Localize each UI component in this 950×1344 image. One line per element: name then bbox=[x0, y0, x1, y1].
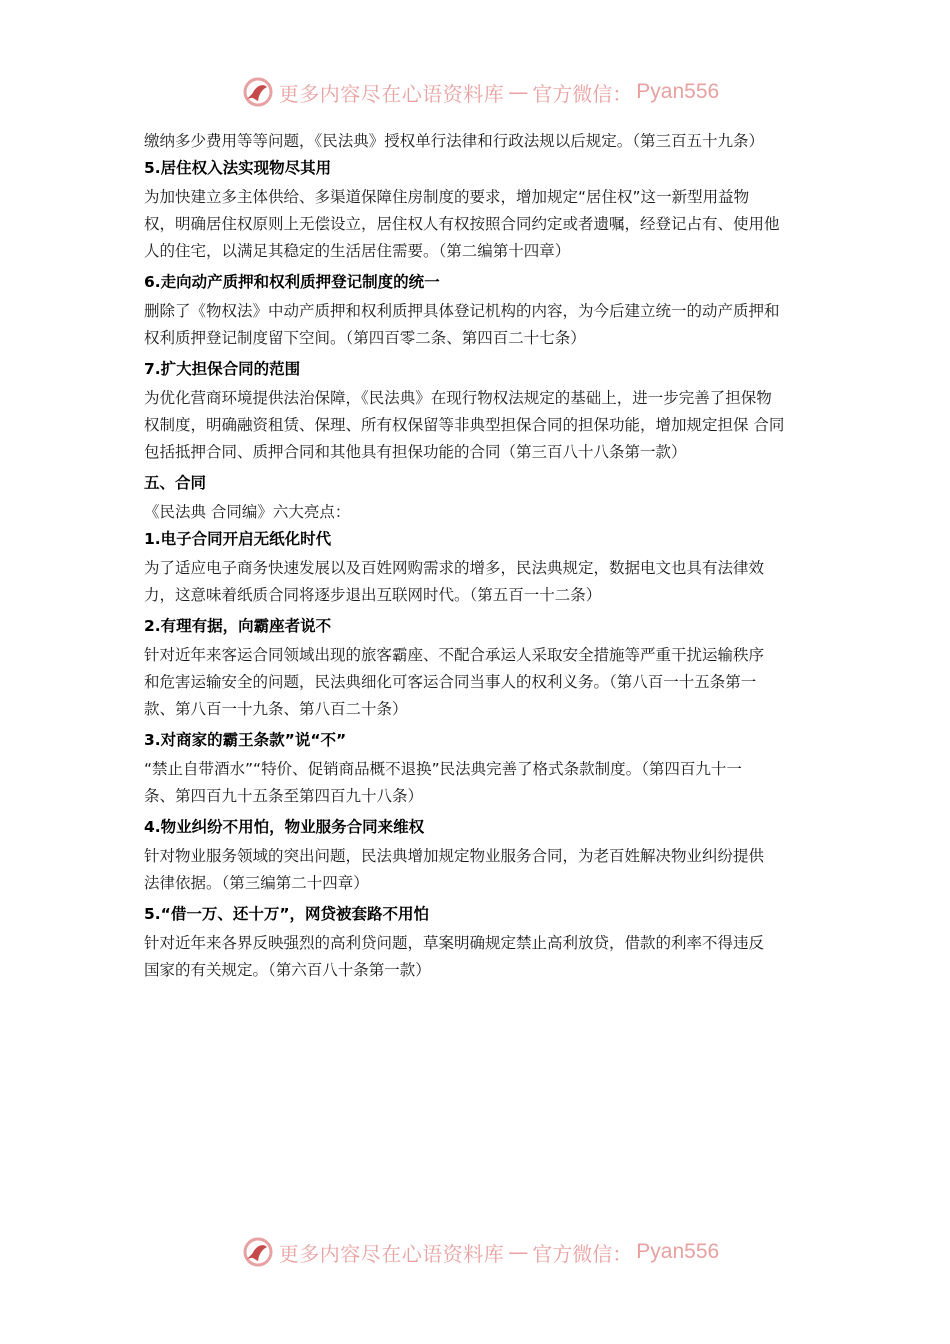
footer-banner bbox=[0, 1230, 950, 1274]
paragraph-line: 删除了《物权法》中动产质押和权利质押具体登记机构的内容，为今后建立统一的动产质押和 bbox=[144, 302, 780, 320]
section-heading: 5.居住权入法实现物尽其用 bbox=[144, 159, 332, 177]
section-heading: 1.电子合同开启无纸化时代 bbox=[144, 530, 332, 548]
paragraph-line: 针对近年来各界反映强烈的高利贷问题，草案明确规定禁止高利放贷，借款的利率不得违反 bbox=[144, 934, 765, 952]
header-banner bbox=[0, 70, 950, 114]
chapter-heading: 五、合同 bbox=[144, 474, 207, 492]
banner-wechat-label: 官方微信： bbox=[532, 81, 633, 106]
paragraph-line: 国家的有关规定。（第六百八十条第一款） bbox=[144, 961, 431, 979]
paragraph-line: 为优化营商环境提供法治保障，《民法典》在现行物权法规定的基础上，进一步完善了担保物 bbox=[144, 389, 772, 407]
paragraph-line: 权利质押登记制度留下空间。（第四百零二条、第四百二十七条） bbox=[144, 329, 586, 347]
paragraph-line: 人的住宅，以满足其稳定的生活居住需要。（第二编第十四章） bbox=[144, 242, 571, 260]
section-heading: 6.走向动产质押和权利质押登记制度的统一 bbox=[144, 273, 440, 291]
paragraph-line: 款、第八百一十九条、第八百二十条） bbox=[144, 700, 408, 718]
paragraph-line: 力，这意味着纸质合同将逐步退出互联网时代。（第五百一十二条） bbox=[144, 586, 602, 604]
document-body bbox=[144, 128, 824, 984]
paragraph-line: 《民法典 合同编》六大亮点： bbox=[144, 503, 351, 521]
paragraph-line: 和危害运输安全的问题，民法典细化可客运合同当事人的权利义务。（第八百一十五条第一 bbox=[144, 673, 757, 691]
paragraph-line: 条、第四百九十五条至第四百九十八条） bbox=[144, 787, 424, 805]
paragraph-line: 为了适应电子商务快速发展以及百姓网购需求的增多，民法典规定，数据电文也具有法律效 bbox=[144, 559, 765, 577]
banner-wechat-id: Pyan556 bbox=[636, 1240, 720, 1263]
ribbon-logo-icon bbox=[241, 1235, 275, 1269]
paragraph-line: 针对物业服务领域的突出问题，民法典增加规定物业服务合同，为老百姓解决物业纠纷提供 bbox=[144, 847, 765, 865]
banner-title: 更多内容尽在心语资料库 bbox=[278, 81, 505, 106]
paragraph-line: 法律依据。（第三编第二十四章） bbox=[144, 874, 369, 892]
header-banner-content bbox=[241, 75, 719, 109]
section-heading: 4.物业纠纷不用怕，物业服务合同来维权 bbox=[144, 818, 425, 836]
section-heading: 3.对商家的霸王条款”说“不” bbox=[144, 731, 347, 749]
paragraph-line: 为加快建立多主体供给、多渠道保障住房制度的要求，增加规定“居住权”这一新型用益物 bbox=[144, 188, 750, 206]
paragraph-line: 包括抵押合同、质押合同和其他具有担保功能的合同（第三百八十八条第一款） bbox=[144, 443, 687, 461]
banner-separator: — bbox=[508, 80, 529, 104]
section-heading: 5.“借一万、还十万”，网贷被套路不用怕 bbox=[144, 905, 430, 923]
ribbon-logo-icon bbox=[241, 75, 275, 109]
paragraph-line: 权，明确居住权原则上无偿设立，居住权人有权按照合同约定或者遗嘱，经登记占有、使用他 bbox=[144, 215, 780, 233]
paragraph-line: 针对近年来客运合同领域出现的旅客霸座、不配合承运人采取安全措施等严重干扰运输秩序 bbox=[144, 646, 765, 664]
paragraph-line: 权制度，明确融资租赁、保理、所有权保留等非典型担保合同的担保功能，增加规定担保 合同 bbox=[144, 416, 785, 434]
paragraph-line: 缴纳多少费用等等问题，《民法典》授权单行法律和行政法规以后规定。（第三百五十九条） bbox=[144, 132, 765, 150]
banner-separator: — bbox=[508, 1240, 529, 1264]
footer-banner-content bbox=[241, 1235, 719, 1269]
banner-title: 更多内容尽在心语资料库 bbox=[278, 1241, 505, 1266]
banner-wechat-id: Pyan556 bbox=[636, 80, 720, 103]
section-heading: 7.扩大担保合同的范围 bbox=[144, 360, 301, 378]
paragraph-line: “禁止自带酒水”“特价、促销商品概不退换”民法典完善了格式条款制度。（第四百九十一 bbox=[144, 760, 742, 778]
banner-wechat-label: 官方微信： bbox=[532, 1241, 633, 1266]
section-heading: 2.有理有据，向霸座者说不 bbox=[144, 617, 332, 635]
